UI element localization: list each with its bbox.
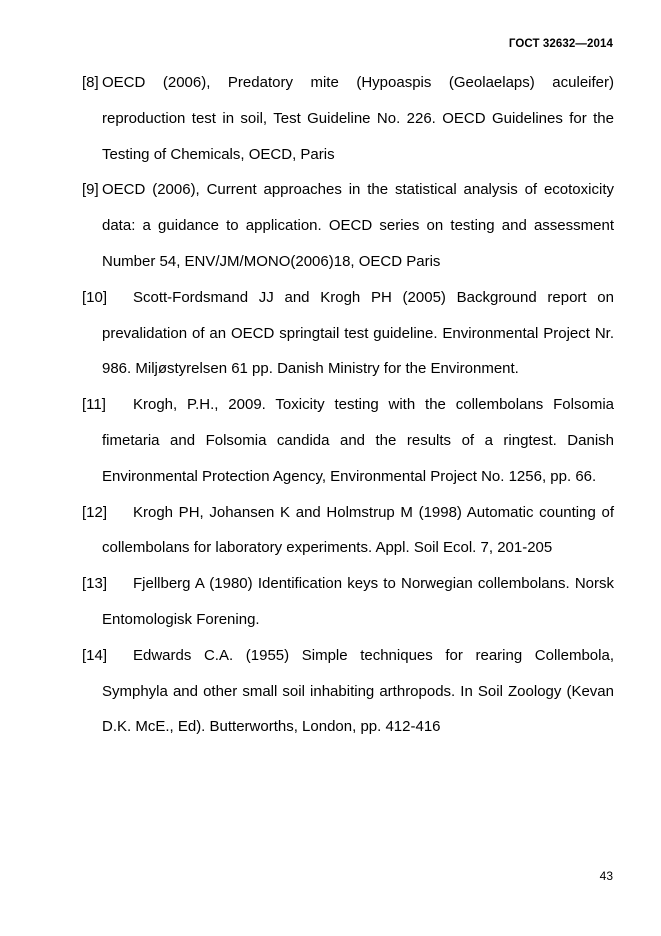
reference-text: Scott-Fordsmand JJ and Krogh PH (2005) Background report on prevalidation of an OECD springtail test guideline. Environmental Project Nr. 986. Miljøstyrelsen 61 pp. Danish Ministry for the Environment. [102, 288, 614, 378]
reference-number: [9] [82, 181, 99, 199]
reference-number: [10] [82, 288, 108, 306]
reference-item [82, 387, 614, 494]
reference-item [82, 65, 614, 172]
document-standard-header: ГОСТ 32632—2014 [508, 38, 613, 50]
reference-text: OECD (2006), Current approaches in the statistical analysis of ecotoxicity data: a guidance to application. OECD series on testing and assessment Number 54, ENV/JM/MONO(2006)18, OECD Paris [102, 181, 614, 270]
reference-number: [11] [82, 396, 106, 414]
reference-list [82, 65, 614, 745]
reference-item [82, 638, 614, 745]
reference-text: Krogh, P.H., 2009. Toxicity testing with the collembolans Folsomia fimetaria and Folsomia candida and the results of a ringtest. Danish Environmental Protection Agency, Environmental Project No. 1256, pp. 66. [102, 396, 614, 485]
reference-item [82, 566, 614, 638]
reference-item [82, 280, 614, 387]
reference-item [82, 495, 614, 567]
reference-text: OECD (2006), Predatory mite (Hypoaspis (Geolaelaps) aculeifer) reproduction test in soil, Test Guideline No. 226. OECD Guidelines for the Testing of Chemicals, OECD, Paris [102, 74, 614, 163]
reference-number: [13] [82, 575, 108, 593]
reference-text: Fjellberg A (1980) Identification keys to Norwegian collembolans. Norsk Entomologisk Forening. [102, 575, 614, 628]
reference-item [82, 172, 614, 279]
reference-number: [14] [82, 646, 108, 664]
reference-number: [8] [82, 74, 99, 91]
reference-number: [12] [82, 503, 108, 521]
page-number: 43 [599, 869, 613, 883]
reference-text: Krogh PH, Johansen K and Holmstrup M (1998) Automatic counting of collembolans for laboratory experiments. Appl. Soil Ecol. 7, 201-205 [102, 503, 614, 557]
reference-text: Edwards C.A. (1955) Simple techniques for rearing Collembola, Symphyla and other small soil inhabiting arthropods. In Soil Zoology (Kevan D.K. McE., Ed). Butterworths, London, pp. 412-416 [102, 646, 614, 736]
